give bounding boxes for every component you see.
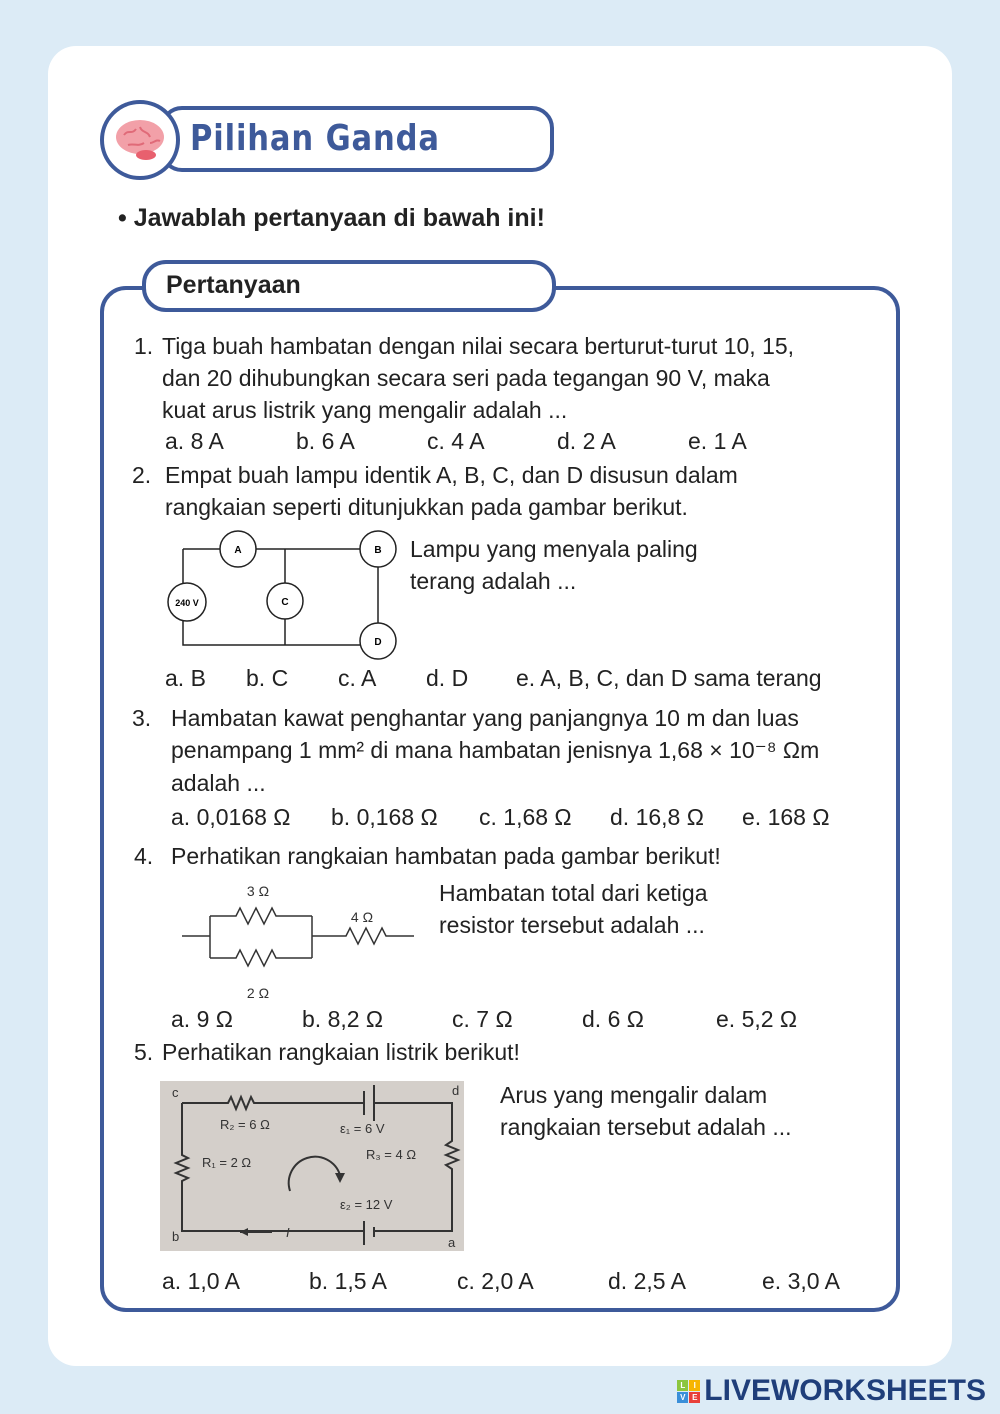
q2-line: rangkaian seperti ditunjukkan pada gambar berikut.: [165, 494, 688, 520]
q3-line: penampang 1 mm² di mana hambatan jenisnya 1,68 × 10⁻⁸ Ωm: [171, 737, 820, 763]
q3-option-b[interactable]: b. 0,168 Ω: [331, 804, 438, 830]
node-d: d: [452, 1083, 460, 1098]
q3-option-d[interactable]: d. 16,8 Ω: [610, 804, 704, 830]
q3-option-c[interactable]: c. 1,68 Ω: [479, 804, 572, 830]
q4-number: 4.: [134, 843, 154, 869]
q5-option-b[interactable]: b. 1,5 A: [309, 1268, 388, 1294]
q5-side: rangkaian tersebut adalah ...: [500, 1114, 792, 1140]
q2-option-b[interactable]: b. C: [246, 665, 289, 691]
q2-line: Empat buah lampu identik A, B, C, dan D disusun dalam: [165, 462, 738, 488]
live-badge-icon: [677, 1380, 700, 1403]
q4-option-d[interactable]: d. 6 Ω: [582, 1006, 644, 1032]
q3-option-e[interactable]: e. 168 Ω: [742, 804, 830, 830]
lamp-c-label: C: [281, 597, 289, 608]
node-b: b: [172, 1229, 180, 1244]
r-bottom-label: 2 Ω: [246, 985, 270, 1001]
current-label: I: [286, 1225, 290, 1240]
source-label: 240 V: [175, 598, 199, 608]
q2-option-a[interactable]: a. B: [165, 665, 206, 691]
r1-label: R₁ = 2 Ω: [202, 1155, 252, 1170]
instruction: • Jawablah pertanyaan di bawah ini!: [118, 204, 545, 232]
badge-letter: I: [689, 1380, 700, 1391]
q4-option-c[interactable]: c. 7 Ω: [452, 1006, 513, 1032]
q4-option-a[interactable]: a. 9 Ω: [171, 1006, 233, 1032]
badge-letter: V: [677, 1392, 688, 1403]
lamp-d-label: D: [374, 637, 382, 648]
q1-number: 1.: [134, 333, 154, 359]
q4-option-e[interactable]: e. 5,2 Ω: [716, 1006, 798, 1032]
q4-line: Perhatikan rangkaian hambatan pada gambar berikut!: [171, 843, 721, 869]
badge-letter: L: [677, 1380, 688, 1391]
q3-number: 3.: [132, 705, 152, 731]
r-series-label: 4 Ω: [350, 909, 374, 925]
brain-icon: [100, 100, 180, 180]
q4-resistor-circuit: [178, 876, 418, 1001]
q2-option-d[interactable]: d. D: [426, 665, 469, 691]
q1-option-d[interactable]: d. 2 A: [557, 428, 616, 454]
q2-side: terang adalah ...: [410, 568, 577, 594]
section-label: Pertanyaan: [142, 260, 556, 312]
q5-option-e[interactable]: e. 3,0 A: [762, 1268, 841, 1294]
e1-label: ε₁ = 6 V: [340, 1121, 385, 1136]
badge-letter: E: [689, 1392, 700, 1403]
q2-option-c[interactable]: c. A: [338, 665, 377, 691]
q5-number: 5.: [134, 1039, 154, 1065]
liveworksheets-logo: [677, 1374, 986, 1408]
instruction-text: Jawablah pertanyaan di bawah ini!: [133, 204, 545, 232]
r-top-label: 3 Ω: [246, 883, 270, 899]
page-title: Pilihan Ganda: [190, 118, 440, 159]
q2-number: 2.: [132, 462, 152, 488]
q4-option-b[interactable]: b. 8,2 Ω: [302, 1006, 384, 1032]
q3-option-a[interactable]: a. 0,0168 Ω: [171, 804, 291, 830]
q1-line: kuat arus listrik yang mengalir adalah ...: [162, 397, 568, 423]
q5-option-d[interactable]: d. 2,5 A: [608, 1268, 687, 1294]
q5-side: Arus yang mengalir dalam: [500, 1082, 768, 1108]
q1-line: dan 20 dihubungkan secara seri pada tegangan 90 V, maka: [162, 365, 770, 391]
node-c: c: [172, 1085, 179, 1100]
e2-label: ε₂ = 12 V: [340, 1197, 393, 1212]
q2-side: Lampu yang menyala paling: [410, 536, 698, 562]
q2-lamp-circuit: [165, 525, 405, 665]
q1-option-a[interactable]: a. 8 A: [165, 428, 224, 454]
r2-label: R₂ = 6 Ω: [220, 1117, 270, 1132]
lamp-a-label: A: [234, 545, 242, 556]
q5-option-c[interactable]: c. 2,0 A: [457, 1268, 534, 1294]
node-a: a: [448, 1235, 456, 1250]
q1-option-b[interactable]: b. 6 A: [296, 428, 355, 454]
q1-option-e[interactable]: e. 1 A: [688, 428, 747, 454]
q3-line: adalah ...: [171, 770, 266, 796]
r3-label: R₃ = 4 Ω: [366, 1147, 417, 1162]
q5-circuit-photo: [160, 1081, 464, 1251]
q3-line: Hambatan kawat penghantar yang panjangnya 10 m dan luas: [171, 705, 799, 731]
brand-text: LIVEWORKSHEETS: [704, 1374, 986, 1407]
q5-option-a[interactable]: a. 1,0 A: [162, 1268, 241, 1294]
q2-option-e[interactable]: e. A, B, C, dan D sama terang: [516, 665, 822, 691]
lamp-b-label: B: [374, 545, 382, 556]
q5-line: Perhatikan rangkaian listrik berikut!: [162, 1039, 520, 1065]
q1-line: Tiga buah hambatan dengan nilai secara berturut-turut 10, 15,: [162, 333, 795, 359]
q4-side: resistor tersebut adalah ...: [439, 912, 705, 938]
q1-option-c[interactable]: c. 4 A: [427, 428, 485, 454]
q4-side: Hambatan total dari ketiga: [439, 880, 708, 906]
